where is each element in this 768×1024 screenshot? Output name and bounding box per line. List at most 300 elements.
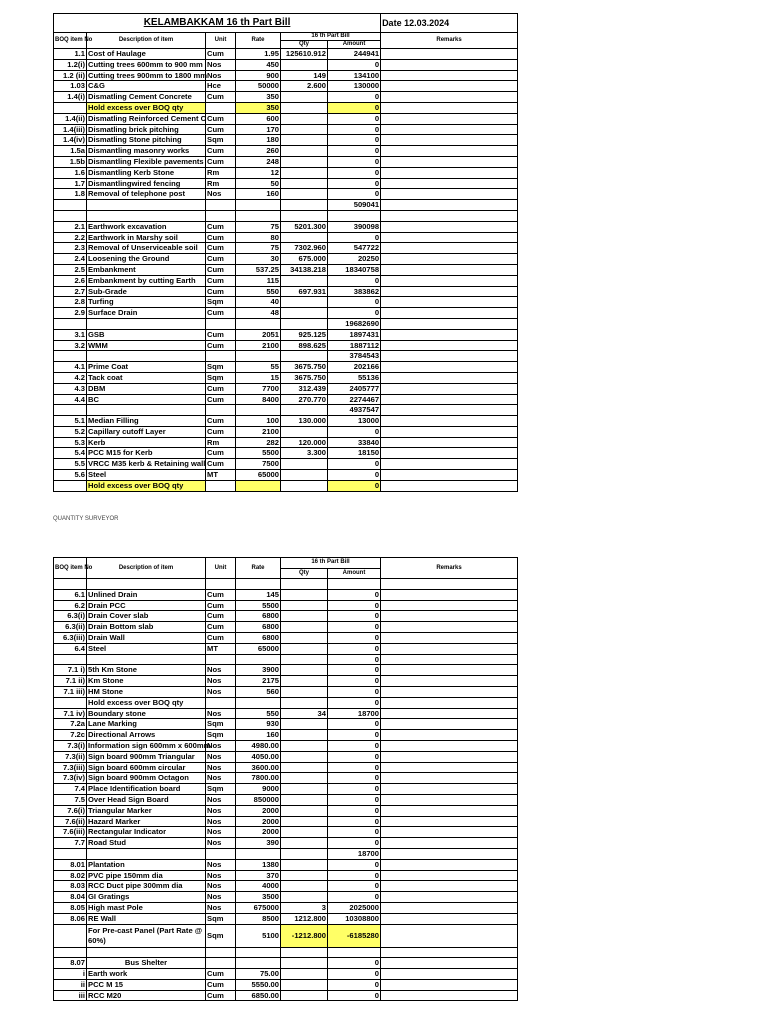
- boq-no-cell: [54, 924, 87, 947]
- table-row: [54, 924, 518, 947]
- unit-cell: Sqm: [206, 362, 236, 373]
- boq-no-cell: 6.4: [54, 643, 87, 654]
- description-cell: Hold excess over BOQ qty: [87, 697, 206, 708]
- remarks-cell: [381, 167, 518, 178]
- rate-cell: 40: [236, 297, 281, 308]
- unit-cell: Cum: [206, 416, 236, 427]
- unit-cell: Rm: [206, 437, 236, 448]
- description-cell: PVC pipe 150mm dia: [87, 870, 206, 881]
- rate-cell: 675000: [236, 902, 281, 913]
- amount-cell: 0: [328, 773, 381, 784]
- boq-no-cell: 4.4: [54, 394, 87, 405]
- unit-cell: [206, 102, 236, 113]
- unit-cell: Cum: [206, 969, 236, 980]
- table-row: [54, 902, 518, 913]
- unit-cell: Nos: [206, 773, 236, 784]
- table-row: [54, 589, 518, 600]
- amount-cell: 0: [328, 740, 381, 751]
- description-cell: Dismatling Stone pitching: [87, 135, 206, 146]
- remarks-cell: [381, 676, 518, 687]
- remarks-cell: [381, 816, 518, 827]
- rate-cell: 2100: [236, 340, 281, 351]
- amount-cell: 0: [328, 102, 381, 113]
- table-row: [54, 990, 518, 1001]
- description-cell: Removal of telephone post: [87, 189, 206, 200]
- amount-cell: 0: [328, 697, 381, 708]
- amount-cell: 1897431: [328, 329, 381, 340]
- remarks-cell: [381, 805, 518, 816]
- rate-cell: [236, 351, 281, 362]
- remarks-cell: [381, 665, 518, 676]
- remarks-cell: [381, 156, 518, 167]
- rate-cell: 160: [236, 730, 281, 741]
- remarks-cell: [381, 611, 518, 622]
- table-row: [54, 113, 518, 124]
- boq-no-cell: 1.8: [54, 189, 87, 200]
- rate-cell: 2000: [236, 827, 281, 838]
- remarks-cell: [381, 81, 518, 92]
- remarks-cell: [381, 730, 518, 741]
- qty-cell: [281, 892, 328, 903]
- description-cell: Turfing: [87, 297, 206, 308]
- qty-cell: [281, 167, 328, 178]
- amount-cell: 0: [328, 838, 381, 849]
- table-row: [54, 135, 518, 146]
- col-rate: Rate: [236, 558, 281, 579]
- amount-cell: 20250: [328, 254, 381, 265]
- qty-cell: 697.931: [281, 286, 328, 297]
- qty-cell: [281, 579, 328, 590]
- title-row: [54, 14, 518, 33]
- qty-cell: [281, 178, 328, 189]
- rate-cell: 100: [236, 416, 281, 427]
- boq-no-cell: 7.5: [54, 794, 87, 805]
- boq-no-cell: [54, 947, 87, 958]
- unit-cell: MT: [206, 643, 236, 654]
- boq-no-cell: 5.2: [54, 426, 87, 437]
- unit-cell: Cum: [206, 632, 236, 643]
- remarks-cell: [381, 870, 518, 881]
- bill-title: KELAMBAKKAM 16 th Part Bill: [54, 14, 381, 33]
- remarks-cell: [381, 254, 518, 265]
- amount-cell: 18340758: [328, 264, 381, 275]
- amount-cell: 2274467: [328, 394, 381, 405]
- rate-cell: 3900: [236, 665, 281, 676]
- rate-cell: [236, 405, 281, 416]
- remarks-cell: [381, 102, 518, 113]
- qty-cell: [281, 156, 328, 167]
- description-cell: Kerb: [87, 437, 206, 448]
- qty-cell: 675.000: [281, 254, 328, 265]
- remarks-cell: [381, 881, 518, 892]
- rate-cell: 2000: [236, 805, 281, 816]
- qty-cell: [281, 426, 328, 437]
- unit-cell: Rm: [206, 167, 236, 178]
- remarks-cell: [381, 459, 518, 470]
- table-row: [54, 124, 518, 135]
- description-cell: High mast Pole: [87, 902, 206, 913]
- table-row: [54, 719, 518, 730]
- table-row: [54, 59, 518, 70]
- amount-cell: 383862: [328, 286, 381, 297]
- description-cell: Drain Wall: [87, 632, 206, 643]
- remarks-cell: [381, 969, 518, 980]
- boq-no-cell: 5.1: [54, 416, 87, 427]
- col-amount: Amount: [328, 568, 381, 579]
- remarks-cell: [381, 740, 518, 751]
- qty-cell: [281, 102, 328, 113]
- qty-cell: [281, 762, 328, 773]
- table-row: [54, 773, 518, 784]
- amount-cell: 0: [328, 59, 381, 70]
- rate-cell: 5500: [236, 448, 281, 459]
- boq-no-cell: 2.8: [54, 297, 87, 308]
- rate-cell: 550: [236, 708, 281, 719]
- subtotal-row: [54, 405, 518, 416]
- qty-cell: [281, 848, 328, 859]
- remarks-cell: [381, 383, 518, 394]
- amount-cell: 0: [328, 794, 381, 805]
- remarks-cell: [381, 579, 518, 590]
- table-row: [54, 167, 518, 178]
- table-row: [54, 470, 518, 481]
- remarks-cell: [381, 902, 518, 913]
- table-row: [54, 448, 518, 459]
- description-cell: Dismantling Kerb Stone: [87, 167, 206, 178]
- table-row: [54, 340, 518, 351]
- unit-cell: Cum: [206, 426, 236, 437]
- qty-cell: [281, 697, 328, 708]
- rate-cell: 7700: [236, 383, 281, 394]
- rate-cell: 5550.00: [236, 979, 281, 990]
- amount-cell: 0: [328, 990, 381, 1001]
- unit-cell: Cum: [206, 329, 236, 340]
- qty-cell: [281, 622, 328, 633]
- unit-cell: Nos: [206, 762, 236, 773]
- boq-no-cell: 1.7: [54, 178, 87, 189]
- remarks-cell: [381, 958, 518, 969]
- boq-no-cell: 7.6(ii): [54, 816, 87, 827]
- qty-cell: [281, 589, 328, 600]
- unit-cell: Cum: [206, 589, 236, 600]
- amount-cell: 0: [328, 600, 381, 611]
- table-row: [54, 632, 518, 643]
- qty-cell: 34138.218: [281, 264, 328, 275]
- description-cell: Triangular Marker: [87, 805, 206, 816]
- amount-cell: 390098: [328, 221, 381, 232]
- description-cell: PCC M15 for Kerb: [87, 448, 206, 459]
- remarks-cell: [381, 480, 518, 491]
- blank-row: [54, 210, 518, 221]
- remarks-cell: [381, 318, 518, 329]
- sheet-bottom-body: [54, 579, 518, 1001]
- table-row: [54, 740, 518, 751]
- qty-cell: 2.600: [281, 81, 328, 92]
- qty-cell: [281, 210, 328, 221]
- unit-cell: Sqm: [206, 913, 236, 924]
- table-row: [54, 665, 518, 676]
- remarks-cell: [381, 264, 518, 275]
- qty-cell: 149: [281, 70, 328, 81]
- remarks-cell: [381, 632, 518, 643]
- boq-no-cell: 7.3(ii): [54, 751, 87, 762]
- table-row: [54, 221, 518, 232]
- rate-cell: 5500: [236, 600, 281, 611]
- table-row: [54, 794, 518, 805]
- qty-cell: 125610.912: [281, 49, 328, 60]
- col-boq-no: BOQ item No: [54, 558, 87, 579]
- table-row: [54, 254, 518, 265]
- boq-no-cell: 1.4(i): [54, 92, 87, 103]
- unit-cell: Cum: [206, 448, 236, 459]
- description-cell: BC: [87, 394, 206, 405]
- bill-date: Date 12.03.2024: [381, 14, 518, 33]
- qty-cell: 3.300: [281, 448, 328, 459]
- blank-row: [54, 579, 518, 590]
- qty-cell: [281, 459, 328, 470]
- table-row: [54, 297, 518, 308]
- description-cell: Unlined Drain: [87, 589, 206, 600]
- unit-cell: [206, 480, 236, 491]
- description-cell: Earthwork excavation: [87, 221, 206, 232]
- description-cell: RCC Duct pipe 300mm dia: [87, 881, 206, 892]
- amount-cell: 202166: [328, 362, 381, 373]
- description-cell: Km Stone: [87, 676, 206, 687]
- subtotal-row: [54, 318, 518, 329]
- description-cell: Removal of Unserviceable soil: [87, 243, 206, 254]
- rate-cell: 50: [236, 178, 281, 189]
- remarks-cell: [381, 372, 518, 383]
- qty-cell: [281, 232, 328, 243]
- description-cell: Directional Arrows: [87, 730, 206, 741]
- description-cell: PCC M 15: [87, 979, 206, 990]
- table-row: [54, 264, 518, 275]
- remarks-cell: [381, 470, 518, 481]
- qty-cell: [281, 308, 328, 319]
- boq-no-cell: 3.1: [54, 329, 87, 340]
- boq-no-cell: 2.6: [54, 275, 87, 286]
- subtotal-row: [54, 351, 518, 362]
- boq-no-cell: 8.04: [54, 892, 87, 903]
- footnote-quantity-surveyor: QUANTITY SURVEYOR: [53, 516, 119, 522]
- amount-cell: 0: [328, 958, 381, 969]
- qty-cell: [281, 859, 328, 870]
- description-cell: WMM: [87, 340, 206, 351]
- rate-cell: 9000: [236, 784, 281, 795]
- qty-cell: [281, 958, 328, 969]
- description-cell: HM Stone: [87, 686, 206, 697]
- unit-cell: Nos: [206, 892, 236, 903]
- description-cell: Sign board 900mm Octagon: [87, 773, 206, 784]
- boq-no-cell: 6.1: [54, 589, 87, 600]
- remarks-cell: [381, 589, 518, 600]
- rate-cell: 75.00: [236, 969, 281, 980]
- boq-no-cell: 1.4(ii): [54, 113, 87, 124]
- remarks-cell: [381, 708, 518, 719]
- table-row: [54, 286, 518, 297]
- description-cell: 5th Km Stone: [87, 665, 206, 676]
- description-cell: Drain Bottom slab: [87, 622, 206, 633]
- table-row: [54, 81, 518, 92]
- rate-cell: 7500: [236, 459, 281, 470]
- rate-cell: 50000: [236, 81, 281, 92]
- qty-cell: [281, 990, 328, 1001]
- rate-cell: 260: [236, 146, 281, 157]
- amount-cell: 0: [328, 892, 381, 903]
- qty-cell: [281, 146, 328, 157]
- unit-cell: Cum: [206, 308, 236, 319]
- amount-cell: 2025000: [328, 902, 381, 913]
- rate-cell: 350: [236, 92, 281, 103]
- boq-no-cell: [54, 405, 87, 416]
- subtotal-row: [54, 654, 518, 665]
- boq-no-cell: 7.1 iii): [54, 686, 87, 697]
- unit-cell: Sqm: [206, 784, 236, 795]
- remarks-cell: [381, 210, 518, 221]
- col-unit: Unit: [206, 558, 236, 579]
- boq-no-cell: [54, 351, 87, 362]
- table-row: [54, 751, 518, 762]
- rate-cell: 15: [236, 372, 281, 383]
- amount-cell: 0: [328, 816, 381, 827]
- description-cell: RCC M20: [87, 990, 206, 1001]
- unit-cell: Cum: [206, 394, 236, 405]
- remarks-cell: [381, 286, 518, 297]
- description-cell: C&G: [87, 81, 206, 92]
- description-cell: [87, 318, 206, 329]
- qty-cell: 7302.960: [281, 243, 328, 254]
- col-description: Description of item: [87, 33, 206, 49]
- boq-no-cell: 2.1: [54, 221, 87, 232]
- boq-no-cell: iii: [54, 990, 87, 1001]
- remarks-cell: [381, 892, 518, 903]
- description-cell: Cost of Haulage: [87, 49, 206, 60]
- boq-no-cell: 5.3: [54, 437, 87, 448]
- description-cell: Cutting trees 900mm to 1800 mm: [88, 70, 208, 80]
- column-header-row: [54, 558, 518, 569]
- unit-cell: [206, 351, 236, 362]
- qty-cell: [281, 947, 328, 958]
- unit-cell: Nos: [206, 676, 236, 687]
- rate-cell: 900: [236, 70, 281, 81]
- description-cell: Hazard Marker: [87, 816, 206, 827]
- description-cell: Boundary stone: [87, 708, 206, 719]
- description-cell: Capillary cutoff Layer: [87, 426, 206, 437]
- boq-no-cell: 6.2: [54, 600, 87, 611]
- qty-cell: [281, 113, 328, 124]
- unit-cell: [206, 200, 236, 211]
- description-cell: Sub-Grade: [87, 286, 206, 297]
- description-cell: Hold excess over BOQ qty: [87, 480, 206, 491]
- description-cell: RE Wall: [87, 913, 206, 924]
- rate-cell: 537.25: [236, 264, 281, 275]
- remarks-cell: [381, 70, 518, 81]
- table-row: [54, 329, 518, 340]
- rate-cell: 4000: [236, 881, 281, 892]
- qty-cell: [281, 135, 328, 146]
- boq-no-cell: 6.3(iii): [54, 632, 87, 643]
- rate-cell: 6850.00: [236, 990, 281, 1001]
- table-row: [54, 913, 518, 924]
- unit-cell: [206, 848, 236, 859]
- remarks-cell: [381, 297, 518, 308]
- description-cell: VRCC M35 kerb & Retaining wall: [88, 459, 206, 469]
- unit-cell: Cum: [206, 124, 236, 135]
- unit-cell: Cum: [206, 113, 236, 124]
- qty-cell: [281, 730, 328, 741]
- table-row: [54, 372, 518, 383]
- rate-cell: 115: [236, 275, 281, 286]
- amount-cell: 0: [328, 643, 381, 654]
- rate-cell: 1.95: [236, 49, 281, 60]
- table-row: [54, 243, 518, 254]
- amount-cell: 13000: [328, 416, 381, 427]
- remarks-cell: [381, 719, 518, 730]
- unit-cell: Cum: [206, 990, 236, 1001]
- rate-cell: 7800.00: [236, 773, 281, 784]
- unit-cell: Nos: [206, 816, 236, 827]
- rate-cell: 75: [236, 243, 281, 254]
- amount-cell: [328, 579, 381, 590]
- rate-cell: [236, 200, 281, 211]
- description-cell: Hold excess over BOQ qty: [87, 102, 206, 113]
- boq-no-cell: 7.2a: [54, 719, 87, 730]
- amount-cell: 0: [328, 426, 381, 437]
- rate-cell: 12: [236, 167, 281, 178]
- rate-cell: 550: [236, 286, 281, 297]
- table-row: [54, 459, 518, 470]
- qty-cell: [281, 870, 328, 881]
- rate-cell: [236, 947, 281, 958]
- remarks-cell: [381, 329, 518, 340]
- amount-cell: 0: [328, 859, 381, 870]
- boq-no-cell: 7.2c: [54, 730, 87, 741]
- description-cell: DBM: [87, 383, 206, 394]
- description-cell: [87, 654, 206, 665]
- amount-cell: 0: [328, 751, 381, 762]
- amount-cell: 0: [328, 676, 381, 687]
- description-cell: Dismantling masonry works: [87, 146, 206, 157]
- boq-no-cell: 2.4: [54, 254, 87, 265]
- remarks-cell: [381, 189, 518, 200]
- unit-cell: Cum: [206, 254, 236, 265]
- unit-cell: Cum: [206, 979, 236, 990]
- rate-cell: 3600.00: [236, 762, 281, 773]
- unit-cell: Nos: [206, 59, 236, 70]
- unit-cell: Nos: [206, 740, 236, 751]
- boq-no-cell: 5.4: [54, 448, 87, 459]
- description-cell: Loosening the Ground: [87, 254, 206, 265]
- col-part-bill: 16 th Part Bill: [281, 33, 381, 41]
- subtotal-row: [54, 848, 518, 859]
- qty-cell: [281, 297, 328, 308]
- amount-cell: 33840: [328, 437, 381, 448]
- remarks-cell: [381, 913, 518, 924]
- unit-cell: Nos: [206, 794, 236, 805]
- remarks-cell: [381, 654, 518, 665]
- qty-cell: 898.625: [281, 340, 328, 351]
- table-row: [54, 146, 518, 157]
- rate-cell: 350: [236, 102, 281, 113]
- description-cell: Steel: [87, 643, 206, 654]
- amount-cell: 0: [328, 297, 381, 308]
- rate-cell: 560: [236, 686, 281, 697]
- remarks-cell: [381, 794, 518, 805]
- boq-sheet-top: [53, 13, 518, 492]
- qty-cell: 3: [281, 902, 328, 913]
- description-cell: Lane Marking: [87, 719, 206, 730]
- remarks-cell: [381, 448, 518, 459]
